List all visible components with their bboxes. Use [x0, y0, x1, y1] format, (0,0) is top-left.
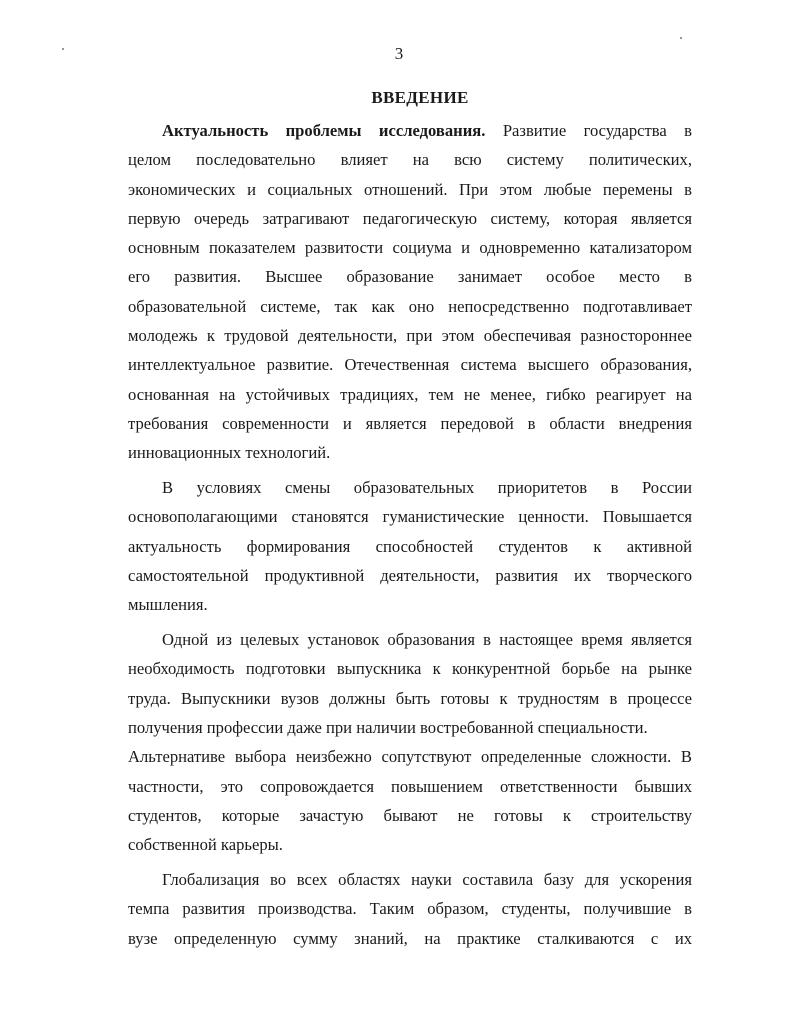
- paragraph-4: [128, 865, 692, 953]
- paragraph-3: [128, 625, 692, 859]
- text-line: его развития. Высшее образование занимает особое место в: [128, 267, 692, 287]
- text-line: инновационных технологий.: [128, 443, 331, 463]
- text-line: образовательной системе, так как оно непосредственно подготавливает: [128, 296, 692, 316]
- text-line: основным показателем развитости социума и одновременно катализатором: [128, 238, 692, 258]
- text-line: получения профессии даже при наличии востребованной специальности.: [128, 717, 648, 737]
- text-line: необходимость подготовки выпускника к конкурентной борьбе на рынке: [128, 659, 692, 679]
- text-line: самостоятельной продуктивной деятельности, развития их творческого: [128, 565, 692, 585]
- text-line: целом последовательно влияет на всю систему политических,: [128, 150, 692, 170]
- text-line: Одной из целевых установок образования в настоящее время является: [162, 630, 692, 650]
- text-line: Альтернативе выбора неизбежно сопутствуют определенные сложности. В: [128, 747, 692, 767]
- text-line: вузе определенную сумму знаний, на практике сталкиваются с их: [128, 928, 692, 948]
- text-line: труда. Выпускники вузов должны быть готовы к трудностям в процессе: [128, 688, 692, 708]
- section-heading: ВВЕДЕНИЕ: [371, 88, 469, 107]
- page-number: 3: [394, 44, 404, 63]
- text-line: В условиях смены образовательных приоритетов в России: [162, 478, 692, 498]
- text-line: актуальность формирования способностей студентов к активной: [128, 536, 692, 556]
- text-line: молодежь к трудовой деятельности, при этом обеспечивая разностороннее: [128, 326, 692, 346]
- text-line: частности, это сопровождается повышением ответственности бывших: [128, 776, 692, 796]
- text-line: мышления.: [128, 595, 208, 615]
- text-line: требования современности и является передовой в области внедрения: [128, 413, 692, 433]
- paragraph-1: [128, 116, 692, 468]
- text-line: Актуальность проблемы исследования. Развитие государства в: [162, 121, 692, 140]
- text-line: интеллектуальное развитие. Отечественная система высшего образования,: [128, 355, 692, 375]
- text-line: основанная на устойчивых традициях, тем не менее, гибко реагирует на: [128, 384, 692, 404]
- body-text: [128, 116, 692, 953]
- text-line: студентов, которые зачастую бывают не готовы к строительству: [128, 805, 692, 825]
- paragraph-lead: Актуальность проблемы исследования.: [162, 121, 486, 140]
- scan-speck: [680, 37, 682, 39]
- text-line: экономических и социальных отношений. При этом любые перемены в: [128, 179, 692, 199]
- text-line: Глобализация во всех областях науки составила базу для ускорения: [162, 869, 692, 889]
- text-line: темпа развития производства. Таким образом, студенты, получившие в: [128, 899, 692, 919]
- text-line: собственной карьеры.: [128, 835, 283, 855]
- text-line: основополагающими становятся гуманистические ценности. Повышается: [128, 507, 692, 527]
- paragraph-2: [128, 473, 692, 619]
- text-line: первую очередь затрагивают педагогическую систему, которая является: [128, 208, 692, 228]
